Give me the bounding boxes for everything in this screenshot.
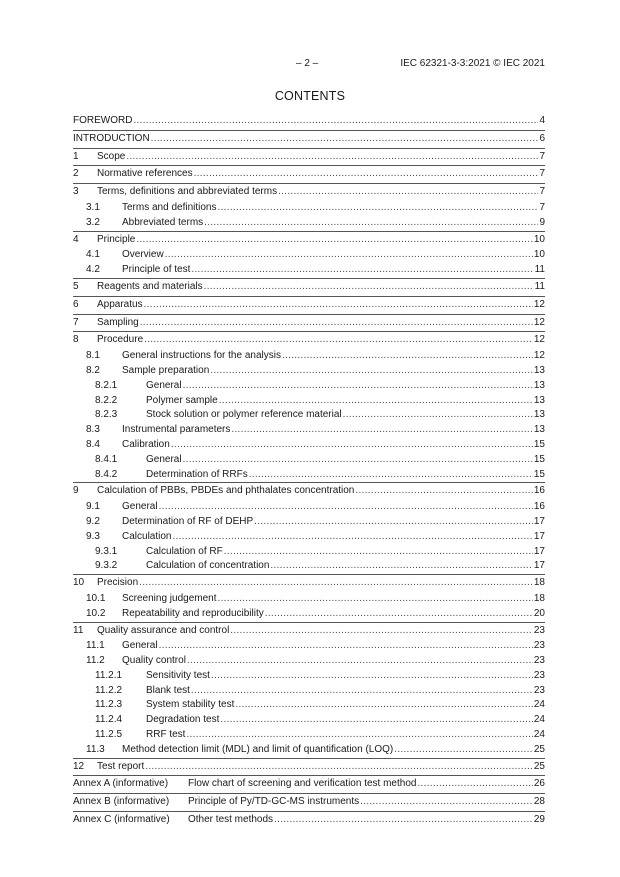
toc-entry[interactable] (73, 148, 545, 166)
toc-entry-page: 12 (533, 350, 545, 362)
toc-entry-number: 5 (73, 280, 79, 292)
toc-entry-number: 11.3 (86, 743, 105, 755)
toc-leader-dots (139, 575, 533, 592)
toc-entry-number: 1 (73, 150, 79, 162)
toc-leader-dots (145, 759, 533, 776)
toc-leader-dots (218, 592, 533, 607)
toc-entry[interactable] (73, 698, 545, 713)
toc-entry-title: Test report (97, 760, 145, 772)
toc-entry-page: 12 (533, 298, 545, 310)
toc-entry[interactable] (73, 515, 545, 530)
page-header (0, 58, 620, 74)
toc-leader-dots (211, 669, 533, 684)
table-of-contents (73, 113, 545, 829)
toc-entry[interactable] (73, 743, 545, 758)
toc-entry-number: 7 (73, 316, 79, 328)
toc-entry-title: General (146, 453, 182, 465)
toc-leader-dots (235, 698, 533, 713)
toc-leader-dots (210, 364, 533, 379)
toc-leader-dots (254, 515, 533, 530)
toc-leader-dots (159, 500, 533, 515)
toc-entry-title: Calibration (122, 438, 170, 450)
toc-entry[interactable] (73, 775, 545, 793)
toc-entry[interactable] (73, 530, 545, 545)
toc-entry[interactable] (73, 349, 545, 364)
toc-entry-number: 9.2 (86, 515, 100, 527)
toc-entry[interactable] (73, 713, 545, 728)
toc-entry-page: 24 (533, 714, 545, 726)
toc-entry-page: 29 (533, 814, 545, 826)
toc-entry-number: 11.2 (86, 655, 105, 667)
toc-entry-title: Polymer sample (146, 394, 218, 406)
toc-entry-number: 9.1 (86, 501, 100, 513)
toc-entry-page: 15 (533, 453, 545, 465)
toc-entry-page: 7 (539, 186, 545, 198)
toc-entry-page: 24 (533, 729, 545, 741)
toc-entry-number: 4.1 (86, 249, 100, 261)
toc-entry[interactable] (73, 545, 545, 560)
toc-entry[interactable] (73, 607, 545, 622)
toc-entry-page: 13 (533, 394, 545, 406)
toc-entry-title: Apparatus (97, 298, 143, 310)
toc-entry-page: 7 (539, 150, 545, 162)
toc-entry[interactable] (73, 811, 545, 829)
toc-entry-number: 8.4.2 (95, 468, 118, 480)
page-number: – 2 – (296, 58, 319, 69)
toc-entry-title: General instructions for the analysis (122, 350, 281, 362)
toc-entry[interactable] (73, 592, 545, 607)
toc-entry[interactable] (73, 684, 545, 699)
toc-entry[interactable] (73, 278, 545, 296)
toc-entry-page: 18 (533, 592, 545, 604)
toc-entry-number: 9.3 (86, 530, 100, 542)
toc-entry-title: Normative references (97, 168, 193, 180)
toc-entry-title: Calculation of concentration (146, 560, 270, 572)
toc-entry-title: Quality assurance and control (97, 624, 230, 636)
toc-entry-page: 28 (533, 796, 545, 808)
toc-entry-title: Scope (97, 150, 126, 162)
toc-entry-number: 12 (73, 760, 85, 772)
toc-entry[interactable] (73, 296, 545, 314)
toc-leader-dots (140, 315, 533, 332)
toc-leader-dots (224, 545, 533, 560)
toc-entry[interactable] (73, 364, 545, 379)
toc-entry-title: Flow chart of screening and verification test method (188, 778, 417, 790)
toc-entry-title: Determination of RF of DEHP (122, 515, 254, 527)
toc-entry-title: Abbreviated terms (122, 216, 204, 228)
toc-entry-page: 13 (533, 409, 545, 421)
toc-entry-page: 4 (539, 115, 545, 126)
toc-leader-dots (183, 379, 533, 394)
toc-entry-number: 10.2 (86, 607, 106, 619)
toc-leader-dots (144, 332, 533, 349)
toc-entry-page: 23 (533, 655, 545, 667)
toc-entry-title: Principle of Py/TD-GC-MS instruments (188, 796, 360, 808)
toc-entry[interactable] (73, 500, 545, 515)
toc-entry-page: 23 (533, 669, 545, 681)
toc-leader-dots (191, 263, 533, 278)
page-title: CONTENTS (274, 89, 346, 103)
toc-entry-title: RRF test (146, 729, 186, 741)
toc-leader-dots (265, 607, 533, 622)
toc-entry-title: Instrumental parameters (122, 424, 231, 436)
toc-entry[interactable] (73, 468, 545, 483)
toc-entry-page: 24 (533, 699, 545, 711)
toc-entry[interactable] (73, 622, 545, 640)
toc-entry[interactable] (73, 758, 545, 776)
toc-entry-number: Annex B (informative) (73, 796, 170, 808)
toc-entry-number: 11.2.5 (95, 729, 123, 741)
toc-entry-number: 3 (73, 186, 79, 198)
toc-leader-dots (183, 453, 533, 468)
toc-leader-dots (172, 530, 532, 545)
toc-entry-number: 8.2.2 (95, 394, 118, 406)
toc-entry-page: 13 (533, 424, 545, 436)
toc-entry-title: Calculation of RF (146, 545, 223, 557)
toc-entry-page: 10 (533, 233, 545, 245)
toc-entry-title: Calculation (122, 530, 172, 542)
toc-entry[interactable] (73, 314, 545, 332)
toc-entry-title: FOREWORD (73, 115, 133, 126)
toc-entry-number: 8 (73, 334, 79, 346)
toc-entry-page: 16 (533, 501, 545, 513)
toc-entry-page: 17 (533, 560, 545, 572)
toc-entry-page: 26 (533, 778, 545, 790)
toc-leader-dots (220, 713, 532, 728)
toc-entry-title: Sample preparation (122, 364, 210, 376)
toc-entry-page: 25 (533, 760, 545, 772)
toc-leader-dots (270, 559, 532, 574)
toc-entry-title: Sensitivity test (146, 669, 210, 681)
toc-entry[interactable] (73, 482, 545, 500)
toc-entry-page: 7 (539, 168, 545, 180)
toc-leader-dots (204, 216, 538, 231)
toc-leader-dots (360, 794, 533, 811)
toc-leader-dots (394, 743, 533, 758)
toc-leader-dots (165, 248, 533, 263)
toc-entry-title: Quality control (122, 655, 186, 667)
toc-entry[interactable] (73, 669, 545, 684)
toc-entry[interactable] (73, 654, 545, 669)
toc-entry[interactable] (73, 248, 545, 263)
toc-entry-number: 9 (73, 485, 79, 497)
toc-leader-dots (219, 394, 533, 409)
toc-entry-title: General (122, 640, 158, 652)
toc-entry-title: Principle of test (122, 264, 191, 276)
toc-entry-number: 4.2 (86, 264, 100, 276)
toc-leader-dots (355, 483, 533, 500)
toc-entry[interactable] (73, 728, 545, 743)
toc-entry-page: 9 (539, 216, 545, 228)
toc-entry[interactable] (73, 559, 545, 574)
toc-entry-page: 23 (533, 640, 545, 652)
toc-entry-number: 8.2.1 (95, 379, 118, 391)
toc-entry[interactable] (73, 183, 545, 201)
toc-entry-title: Method detection limit (MDL) and limit of quantification (LOQ) (122, 743, 394, 755)
toc-entry[interactable] (73, 394, 545, 409)
toc-entry-number: 11.2.3 (95, 699, 123, 711)
toc-leader-dots (249, 468, 533, 483)
toc-entry-number: 8.2.3 (95, 409, 118, 421)
toc-entry[interactable] (73, 793, 545, 811)
toc-entry-number: Annex A (informative) (73, 778, 169, 790)
toc-entry-page: 11 (534, 264, 545, 276)
toc-leader-dots (278, 184, 538, 201)
toc-entry[interactable] (73, 263, 545, 278)
toc-entry-number: 8.4.1 (95, 453, 118, 465)
toc-leader-dots (282, 349, 533, 364)
toc-entry-page: 23 (533, 684, 545, 696)
toc-entry-number: 2 (73, 168, 79, 180)
toc-entry-page: 23 (533, 624, 545, 636)
toc-leader-dots (159, 639, 533, 654)
toc-entry-title: Blank test (146, 684, 190, 696)
toc-entry-number: 9.3.2 (95, 560, 118, 572)
toc-entry-number: 10 (73, 577, 85, 589)
toc-entry-title: General (122, 501, 158, 513)
toc-entry-title: Calculation of PBBs, PBDEs and phthalates concentration (97, 485, 355, 497)
toc-entry-number: Annex C (informative) (73, 814, 170, 826)
toc-entry-page: 13 (533, 379, 545, 391)
toc-entry-page: 17 (533, 530, 545, 542)
toc-entry-page: 17 (533, 515, 545, 527)
toc-leader-dots (274, 812, 533, 829)
toc-entry-number: 11.1 (86, 640, 105, 652)
toc-entry[interactable] (73, 331, 545, 349)
toc-entry-number: 10.1 (86, 592, 106, 604)
toc-entry[interactable] (73, 379, 545, 394)
toc-entry-page: 17 (533, 545, 545, 557)
toc-entry[interactable] (73, 113, 545, 130)
toc-entry-number: 3.1 (86, 201, 100, 213)
toc-entry-number: 6 (73, 298, 79, 310)
toc-entry-title: Terms, definitions and abbreviated terms (97, 186, 278, 198)
toc-entry-title: Sampling (97, 316, 139, 328)
toc-entry-title: System stability test (146, 699, 235, 711)
toc-entry[interactable] (73, 408, 545, 423)
toc-entry-title: Determination of RRFs (146, 468, 248, 480)
toc-entry-title: Screening judgement (122, 592, 217, 604)
toc-entry-number: 11.2.2 (95, 684, 123, 696)
toc-entry-title: Precision (97, 577, 139, 589)
toc-leader-dots (144, 297, 533, 314)
toc-entry[interactable] (73, 639, 545, 654)
toc-entry-number: 11 (73, 624, 84, 636)
toc-leader-dots (186, 728, 532, 743)
toc-entry[interactable] (73, 231, 545, 249)
toc-entry-page: 12 (533, 316, 545, 328)
toc-leader-dots (417, 776, 532, 793)
toc-leader-dots (133, 113, 538, 130)
toc-leader-dots (151, 131, 539, 148)
toc-entry-title: Stock solution or polymer reference material (146, 409, 342, 421)
toc-leader-dots (231, 423, 532, 438)
toc-entry-number: 8.3 (86, 424, 100, 436)
toc-entry-title: Reagents and materials (97, 280, 203, 292)
toc-entry-page: 15 (533, 468, 545, 480)
toc-entry[interactable] (73, 130, 545, 148)
toc-entry[interactable] (73, 453, 545, 468)
toc-entry[interactable] (73, 201, 545, 216)
toc-entry-title: Repeatability and reproducibility (122, 607, 264, 619)
toc-leader-dots (230, 623, 533, 640)
toc-entry-title: Principle (97, 233, 136, 245)
toc-leader-dots (343, 408, 533, 423)
toc-entry-number: 3.2 (86, 216, 100, 228)
toc-leader-dots (218, 201, 539, 216)
document-identifier: IEC 62321-3-3:2021 © IEC 2021 (400, 58, 545, 69)
toc-entry-title: General (146, 379, 182, 391)
toc-entry-number: 8.1 (86, 350, 100, 362)
toc-entry[interactable] (73, 574, 545, 592)
toc-entry-number: 11.2.1 (95, 669, 123, 681)
toc-leader-dots (194, 166, 539, 183)
toc-leader-dots (126, 149, 538, 166)
toc-entry-page: 7 (539, 201, 545, 213)
toc-entry-page: 18 (533, 577, 545, 589)
toc-entry-page: 16 (533, 485, 545, 497)
toc-leader-dots (187, 654, 533, 669)
toc-entry-number: 8.4 (86, 438, 100, 450)
toc-entry-page: 13 (533, 364, 545, 376)
toc-entry-number: 11.2.4 (95, 714, 123, 726)
toc-entry-number: 4 (73, 233, 79, 245)
toc-leader-dots (171, 438, 533, 453)
toc-entry-page: 6 (539, 132, 545, 144)
toc-entry-title: Procedure (97, 334, 144, 346)
toc-entry-page: 11 (534, 280, 545, 292)
toc-entry-page: 12 (533, 334, 545, 346)
toc-leader-dots (191, 684, 533, 699)
toc-entry-page: 10 (533, 249, 545, 261)
toc-entry-title: Other test methods (188, 814, 274, 826)
toc-entry-title: Overview (122, 249, 164, 261)
toc-entry-title: INTRODUCTION (73, 132, 150, 144)
toc-entry-number: 9.3.1 (95, 545, 118, 557)
toc-leader-dots (204, 279, 534, 296)
toc-entry[interactable] (73, 438, 545, 453)
toc-leader-dots (136, 232, 533, 249)
toc-entry[interactable] (73, 423, 545, 438)
toc-entry-title: Degradation test (146, 714, 220, 726)
toc-entry-number: 8.2 (86, 364, 100, 376)
toc-entry-page: 20 (533, 607, 545, 619)
toc-entry-title: Terms and definitions (122, 201, 217, 213)
toc-entry-page: 25 (533, 743, 545, 755)
toc-entry[interactable] (73, 216, 545, 231)
toc-entry-page: 15 (533, 438, 545, 450)
toc-entry[interactable] (73, 165, 545, 183)
